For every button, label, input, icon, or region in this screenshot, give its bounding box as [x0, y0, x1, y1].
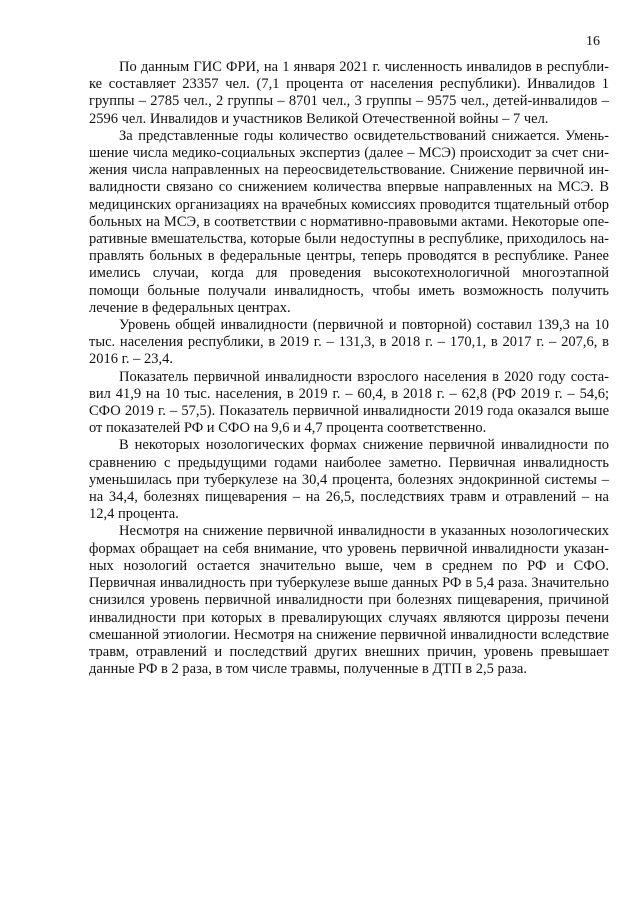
paragraph-nosological-comparison: Несмотря на снижение первичной инвалидности в указанных нозологических формах обращает на себя внимание, что уровень первичной инвалидности указанных нозологий остается значительно выше, чем в среднем по РФ и СФО. Первичная инвалидность при туберкулезе выше данных РФ в 5,4 раза. Значительно снизился уровень первичной инвалидности при болезнях пищеварения, причиной инвалидности при которых в превалирующих случаях являются циррозы печени смешанной этиологии. Несмотря на снижение первичной инвалидности вследствие травм, отравлений и последствий других внешних причин, уровень превышает данные РФ в 2 раза, в том числе травмы, полученные в ДТП в 2,5 раза.: [89, 523, 609, 678]
document-body: [89, 59, 609, 678]
paragraph-general-disability-level: Уровень общей инвалидности (первичной и повторной) составил 139,3 на 10 тыс. населения республики, в 2019 г. – 131,3, в 2018 г. – 170,1, в 2017 г. – 207,6, в 2016 г. – 23,4.: [89, 317, 609, 368]
paragraph-primary-disability-rate: Показатель первичной инвалидности взрослого населения в 2020 году составил 41,9 на 10 тыс. населения, в 2019 г. – 60,4, в 2018 г. – 62,8 (РФ 2019 г. – 54,6; СФО 2019 г. – 57,5). Показатель первичной инвалидности 2019 года оказался выше от показателей РФ и СФО на 9,6 и 4,7 процента соответственно.: [89, 368, 609, 437]
paragraph-examinations: За представленные годы количество освидетельствований снижается. Уменьшение числа медико-социальных экспертиз (далее – МСЭ) происходит за счет снижения числа направленных на переосвидетельствование. Снижение первичной инвалидности связано со снижением количества впервые направленных на МСЭ. В медицинских организациях на врачебных комиссиях проводится тщательный отбор больных на МСЭ, в соответствии с нормативно-правовыми актами. Некоторые оперативные вмешательства, которые были недоступны в республике, приходилось направлять больных в федеральные центры, теперь проводятся в республике. Ранее имелись случаи, когда для проведения высокотехнологичной многоэтапной помощи больные получали инвалидность, чтобы иметь возможность получить лечение в федеральных центрах.: [89, 127, 609, 316]
page-number: 16: [586, 34, 600, 49]
paragraph-disability-count: По данным ГИС ФРИ, на 1 января 2021 г. численность инвалидов в республике составляет 23357 чел. (7,1 процента от населения республики). Инвалидов 1 группы – 2785 чел., 2 группы – 8701 чел., 3 группы – 9575 чел., детей-инвалидов – 2596 чел. Инвалидов и участников Великой Отечественной войны – 7 чел.: [89, 59, 609, 127]
paragraph-nosological-decrease: В некоторых нозологических формах снижение первичной инвалидности по сравнению с предыдущими годами наиболее заметно. Первичная инвалидность уменьшилась при туберкулезе на 30,4 процента, болезнях эндокринной системы – на 34,4, болезнях пищеварения – на 26,5, последствиях травм и отравлений – на 12,4 процента.: [89, 437, 609, 523]
